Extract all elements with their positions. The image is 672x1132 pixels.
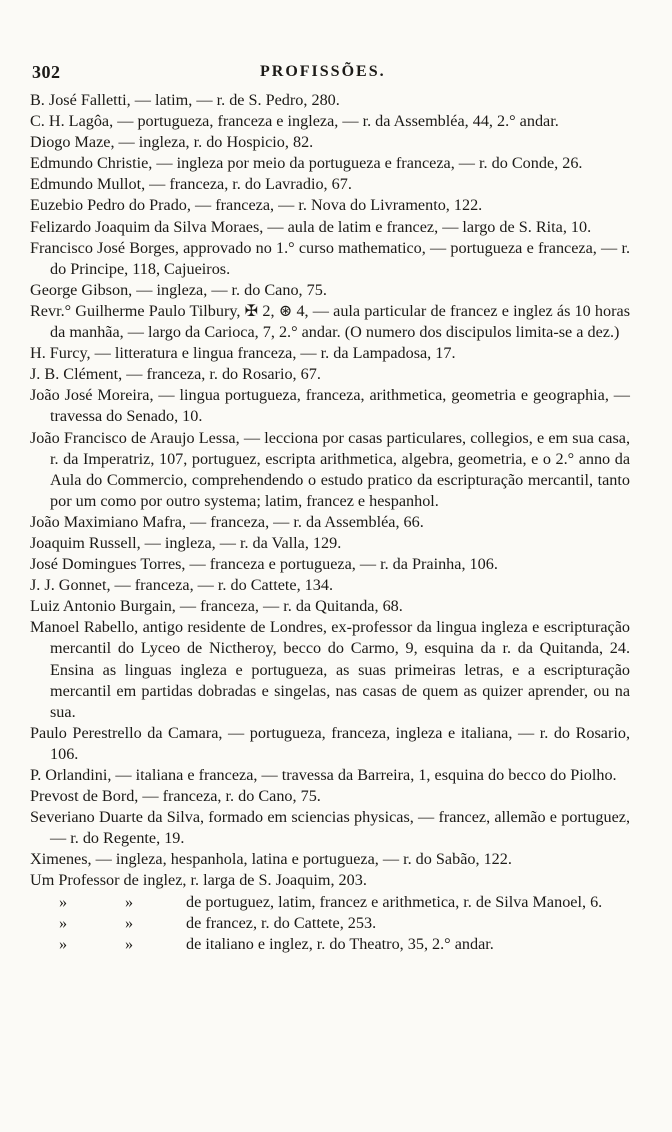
- ditto-mark: »: [124, 892, 134, 911]
- sub-entry-text: de portuguez, latim, francez e arithmetica, r. de Silva Manoel, 6.: [186, 892, 603, 911]
- directory-entry: Joaquim Russell, — ingleza, — r. da Valla, 129.: [30, 533, 342, 552]
- sub-entry-text: de francez, r. do Cattete, 253.: [186, 913, 377, 932]
- directory-entry: Revr.° Guilherme Paulo Tilbury, ✠ 2, ⊛ 4, — aula particular de francez e inglez ás 10 horas da manhãa, — largo da Carioca, 7, 2.° andar. (O numero dos discipulos limita-se a dez.): [30, 301, 630, 342]
- page-header: [32, 62, 612, 88]
- directory-entry: P. Orlandini, — italiana e franceza, — travessa da Barreira, 1, esquina do becco do Piolho.: [30, 766, 617, 784]
- directory-entry: Diogo Maze, — ingleza, r. do Hospicio, 82.: [30, 133, 314, 152]
- ditto-mark: »: [58, 892, 68, 911]
- directory-entry: Um Professor de inglez, r. larga de S. Joaquim, 203.: [30, 871, 367, 890]
- directory-entry: H. Furcy, — litteratura e lingua franceza, — r. da Lampadosa, 17.: [30, 344, 456, 363]
- directory-entry: C. H. Lagôa, — portugueza, franceza e ingleza, — r. da Assembléa, 44, 2.° andar.: [30, 112, 559, 131]
- ditto-mark: »: [58, 934, 68, 953]
- directory-entry: Luiz Antonio Burgain, — franceza, — r. da Quitanda, 68.: [30, 597, 403, 616]
- ditto-mark: »: [124, 934, 134, 953]
- directory-sub-entry: [30, 913, 630, 934]
- sub-entry-text: de italiano e inglez, r. do Theatro, 35, 2.° andar.: [186, 934, 494, 953]
- directory-entry: J. J. Gonnet, — franceza, — r. do Cattete, 134.: [30, 576, 333, 595]
- directory-entry: Felizardo Joaquim da Silva Moraes, — aula de latim e francez, — largo de S. Rita, 10.: [30, 217, 592, 236]
- directory-entry: João José Moreira, — lingua portugueza, franceza, arithmetica, geometria e geographia, — travessa do Senado, 10.: [30, 386, 630, 426]
- directory-entry: Edmundo Mullot, — franceza, r. do Lavradio, 67.: [30, 175, 352, 194]
- directory-list: [30, 90, 630, 955]
- page-number: 302: [32, 62, 61, 82]
- directory-entry: João Francisco de Araujo Lessa, — lecciona por casas particulares, collegios, e em sua casa, r. da Imperatriz, 107, portuguez, escripta arithmetica, algebra, geometria, e o 2.° anno da Aula do Commercio, comprehendendo o estudo pratico da escripturação mercantil, tanto por um como por outro systema; latim, francez e hespanhol.: [30, 428, 630, 510]
- directory-entry: J. B. Clément, — franceza, r. do Rosario, 67.: [30, 365, 321, 384]
- ditto-mark: »: [124, 913, 134, 932]
- directory-entry: João Maximiano Mafra, — franceza, — r. da Assembléa, 66.: [30, 512, 424, 531]
- directory-entry: Manoel Rabello, antigo residente de Londres, ex-professor da lingua ingleza e escripturação mercantil do Lyceo de Nictheroy, becco do Carmo, 9, esquina da r. da Quitanda, 24. Ensina as linguas ingleza e portugueza, as suas primeiras letras, e a escripturação mercantil em partidas dobradas e singelas, nas casas de quem as quizer aprender, ou na sua.: [30, 618, 630, 721]
- directory-entry: Edmundo Christie, — ingleza por meio da portugueza e franceza, — r. do Conde, 26.: [30, 154, 583, 173]
- directory-entry: B. José Falletti, — latim, — r. de S. Pedro, 280.: [30, 91, 340, 109]
- directory-entry: Paulo Perestrello da Camara, — portugueza, franceza, ingleza e italiana, — r. do Rosario, 106.: [30, 723, 630, 763]
- directory-entry: Euzebio Pedro do Prado, — franceza, — r. Nova do Livramento, 122.: [30, 196, 483, 215]
- directory-entry: Severiano Duarte da Silva, formado em sciencias physicas, — francez, allemão e portuguez, — r. do Regente, 19.: [30, 808, 630, 848]
- directory-entry: José Domingues Torres, — franceza e portugueza, — r. da Prainha, 106.: [30, 555, 498, 574]
- directory-sub-entry: [30, 892, 630, 913]
- directory-entry: George Gibson, — ingleza, — r. do Cano, 75.: [30, 280, 327, 299]
- directory-sub-entry: [30, 934, 630, 955]
- directory-entry: Prevost de Bord, — franceza, r. do Cano, 75.: [30, 787, 321, 806]
- ditto-mark: »: [58, 913, 68, 932]
- directory-entry: Ximenes, — ingleza, hespanhola, latina e portugueza, — r. do Sabão, 122.: [30, 850, 512, 869]
- directory-entry: Francisco José Borges, approvado no 1.° curso mathematico, — portugueza e franceza, — r. do Principe, 118, Cajueiros.: [30, 238, 630, 278]
- running-title: PROFISSÕES.: [260, 63, 386, 80]
